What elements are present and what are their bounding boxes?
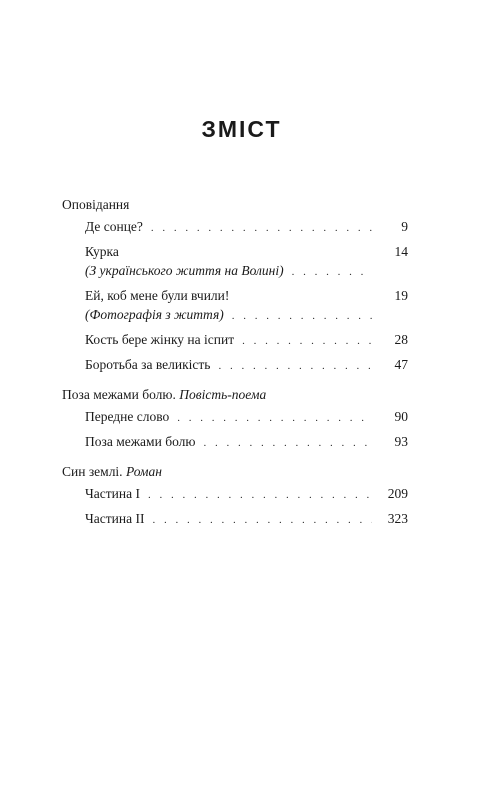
toc-entry-title-text: Частина II [85,511,145,526]
dot-leader [151,219,372,238]
toc-entry-title-text: Поза межами болю [85,434,196,449]
section-heading[interactable] [62,385,408,404]
section-heading[interactable] [62,462,408,481]
toc-entry[interactable] [62,286,408,326]
toc-entry-title-last-line [85,330,380,351]
dot-leader [292,263,372,282]
dot-leader [218,357,372,376]
toc-entry[interactable] [62,217,408,238]
toc-entry-title-text: Де сонце? [85,219,143,234]
toc-entry-title [85,509,380,530]
toc-entry-title-text: Кость бере жінку на іспит [85,332,235,347]
toc-entry-title [85,286,380,326]
toc-entry-title [85,330,380,351]
toc-entry-title [85,355,380,376]
section-heading-title: Оповідання [62,197,130,212]
toc-entry-title-line: Курка [85,244,119,259]
toc-entry[interactable] [62,355,408,376]
toc-entry[interactable] [62,484,408,505]
dot-leader [232,307,372,326]
section-heading-subtitle: Повість-поема [179,387,267,402]
page-number: 90 [394,409,408,424]
page-number: 14 [394,244,408,259]
toc-entry-title-last-line [85,484,380,505]
toc-entry-title-last-line [85,407,380,428]
toc-entry-title [85,432,380,453]
toc-entry-title-text: Частина I [85,486,140,501]
page-number: 19 [394,288,408,303]
toc-entry-title-last-line [85,261,380,282]
dot-leader [148,486,372,505]
dot-leader [203,434,372,453]
toc-section [62,385,408,453]
toc-entry-title-text: Передне слово [85,409,170,424]
toc-entry-title-line: Ей, коб мене були вчили! [85,288,230,303]
page-number: 47 [394,357,408,372]
toc-entry-title-text: (З українського життя на Волині) [85,263,284,278]
page-number: 323 [387,511,408,526]
toc-entry-title [85,217,380,238]
page-number: 209 [387,486,408,501]
toc-entry[interactable] [62,407,408,428]
toc-entry-title [85,242,380,282]
toc-entry[interactable] [62,242,408,282]
dot-leader [177,409,372,428]
section-heading[interactable] [62,195,408,214]
dot-leader [242,332,372,351]
toc-section [62,462,408,530]
page-number: 9 [401,219,408,234]
section-heading-subtitle: Роман [125,464,162,479]
page-title: ЗМІСТ [201,116,282,142]
section-heading-title: Поза межами болю. [62,387,176,402]
toc-entry[interactable] [62,509,408,530]
section-heading-title: Син землі. [62,464,123,479]
toc-entry-title-text: (Фотографія з життя) [85,307,224,322]
toc-entry-title [85,407,380,428]
toc-section [62,195,408,376]
page-number: 28 [394,332,408,347]
table-of-contents [62,195,408,539]
toc-entry-title-last-line [85,305,380,326]
page-number: 93 [394,434,408,449]
toc-entry-title-text: Боротьба за великість [85,357,211,372]
toc-entry-title [85,484,380,505]
toc-entry-title-last-line [85,217,380,238]
toc-entry[interactable] [62,432,408,453]
dot-leader [152,511,372,530]
toc-entry-title-last-line [85,509,380,530]
toc-entry-title-last-line [85,432,380,453]
toc-entry[interactable] [62,330,408,351]
toc-entry-title-last-line [85,355,380,376]
